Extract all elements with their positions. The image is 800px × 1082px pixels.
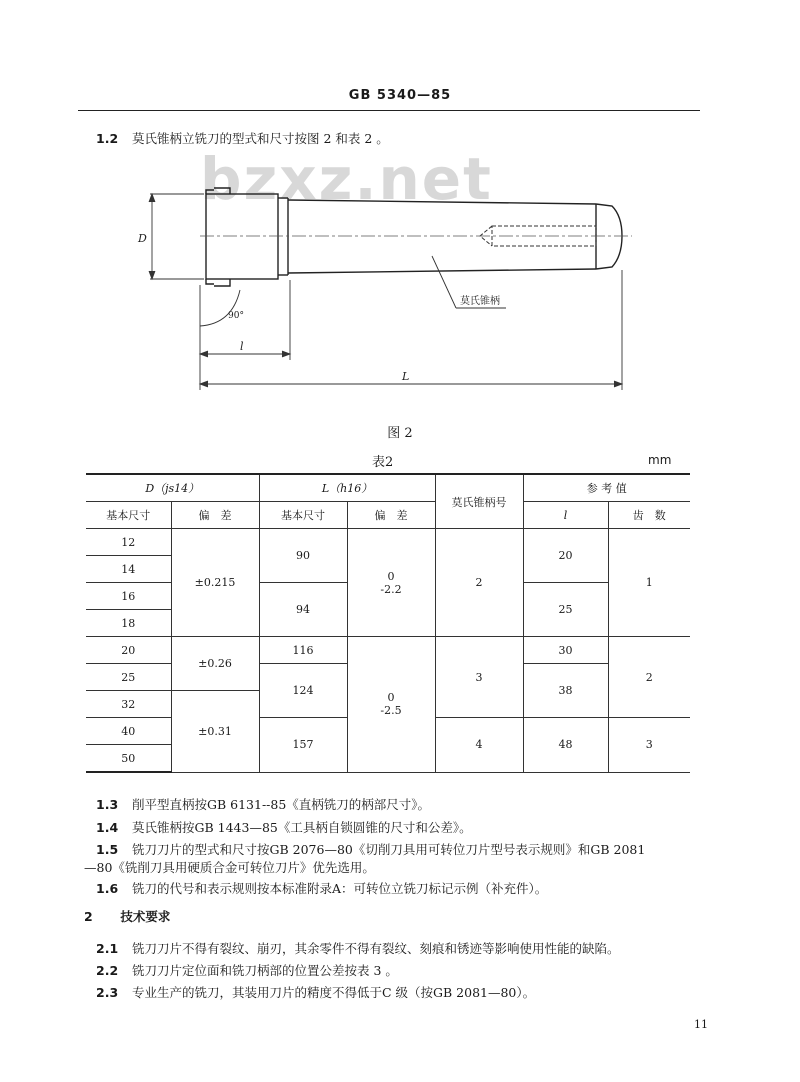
section-1-5-continued [84, 859, 375, 877]
table-cell: 40 [86, 718, 171, 745]
section-text: —80《铣削刀具用硬质合金可转位刀片》优先选用。 [84, 860, 375, 875]
head-dev2: 偏 差 [347, 502, 435, 529]
table-title: 表2 [372, 455, 394, 470]
table-cell: 12 [86, 529, 171, 556]
header-rule [78, 110, 700, 111]
head-ref: 参 考 值 [523, 474, 690, 502]
head-dev: 偏 差 [171, 502, 259, 529]
head-l: l [523, 502, 608, 529]
chapter-title: 技术要求 [120, 909, 171, 924]
taper-bottom-edge [288, 269, 596, 273]
table-cell: 14 [86, 556, 171, 583]
section-text: 铣刀刀片定位面和铣刀柄部的位置公差按表 3 。 [131, 963, 398, 978]
table-cell: 0 -2.5 [347, 637, 435, 773]
chapter-number: 2 [84, 909, 93, 924]
watermark: bzxz.net [200, 145, 493, 213]
section-number: 2.2 [96, 963, 119, 978]
section-1-5 [96, 841, 645, 859]
table-cell: ±0.215 [171, 529, 259, 637]
table-cell: 90 [259, 529, 347, 583]
section-2-3 [96, 984, 535, 1002]
section-1-4 [96, 819, 472, 837]
head-teeth: 齿 数 [608, 502, 690, 529]
page-number: 11 [694, 1018, 708, 1031]
table-2 [86, 473, 690, 773]
table-cell: 1 [608, 529, 690, 637]
table-cell: 30 [523, 637, 608, 664]
table-cell: 48 [523, 718, 608, 773]
section-text: 莫氏锥柄按GB 1443—85《工具柄自锁圆锥的尺寸和公差》。 [131, 820, 472, 835]
head-base: 基本尺寸 [86, 502, 171, 529]
table-cell: ±0.31 [171, 691, 259, 773]
section-1-2 [96, 130, 389, 148]
section-1-6 [96, 880, 547, 898]
head-base2: 基本尺寸 [259, 502, 347, 529]
table-cell: 124 [259, 664, 347, 718]
table-cell: 25 [523, 583, 608, 637]
table-cell: 50 [86, 745, 171, 773]
table-cell: 0 -2.2 [347, 529, 435, 637]
section-number: 1.2 [96, 131, 119, 146]
taper-top-edge [288, 200, 596, 204]
label-angle: 90° [228, 311, 244, 321]
section-text: 削平型直柄按GB 6131--85《直柄铣刀的柄部尺寸》。 [131, 797, 431, 812]
table-cell: 32 [86, 691, 171, 718]
label-L: L [402, 370, 410, 383]
table-cell: 16 [86, 583, 171, 610]
table-unit: mm [648, 453, 672, 467]
section-text: 铣刀刀片的型式和尺寸按GB 2076—80《切削刀具用可转位刀片型号表示规则》和GB 2081 [131, 842, 646, 857]
head-L: L（h16） [259, 474, 435, 502]
table-cell: 38 [523, 664, 608, 718]
table-cell: ±0.26 [171, 637, 259, 691]
label-l: l [240, 340, 244, 353]
table-cell: 18 [86, 610, 171, 637]
table-cell: 2 [608, 637, 690, 718]
table-cell: 25 [86, 664, 171, 691]
table-cell: 94 [259, 583, 347, 637]
section-number: 1.3 [96, 797, 119, 812]
figure-2-drawing [0, 160, 800, 400]
section-2-2 [96, 962, 398, 980]
section-number: 2.1 [96, 941, 119, 956]
table-cell: 3 [608, 718, 690, 773]
label-taper: 莫氏锥柄 [460, 296, 500, 307]
section-text: 莫氏锥柄立铣刀的型式和尺寸按图 2 和表 2 。 [131, 131, 389, 146]
section-number: 1.5 [96, 842, 119, 857]
section-text: 铣刀的代号和表示规则按本标准附录A：可转位立铣刀标记示例（补充件）。 [131, 881, 548, 896]
figure-caption: 图 2 [387, 426, 413, 441]
head-D: D（js14） [86, 474, 259, 502]
section-1-3 [96, 796, 430, 814]
table-cell: 20 [86, 637, 171, 664]
table-cell: 20 [523, 529, 608, 583]
section-2-1 [96, 940, 620, 958]
section-number: 1.4 [96, 820, 119, 835]
standard-header: GB 5340—85 [348, 88, 452, 103]
table-cell: 4 [435, 718, 523, 773]
section-number: 1.6 [96, 881, 119, 896]
table-cell: 2 [435, 529, 523, 637]
chapter-2-heading [84, 908, 170, 926]
label-D: D [138, 232, 147, 245]
head-taper: 莫氏锥柄号 [435, 474, 523, 529]
table-cell: 157 [259, 718, 347, 773]
section-text: 铣刀刀片不得有裂纹、崩刃，其余零件不得有裂纹、刻痕和锈迹等影响使用性能的缺陷。 [131, 941, 620, 956]
section-text: 专业生产的铣刀，其装用刀片的精度不得低于C 级（按GB 2081—80）。 [131, 985, 536, 1000]
section-number: 2.3 [96, 985, 119, 1000]
cutter-head [206, 194, 278, 279]
table-cell: 116 [259, 637, 347, 664]
table-cell: 3 [435, 637, 523, 718]
